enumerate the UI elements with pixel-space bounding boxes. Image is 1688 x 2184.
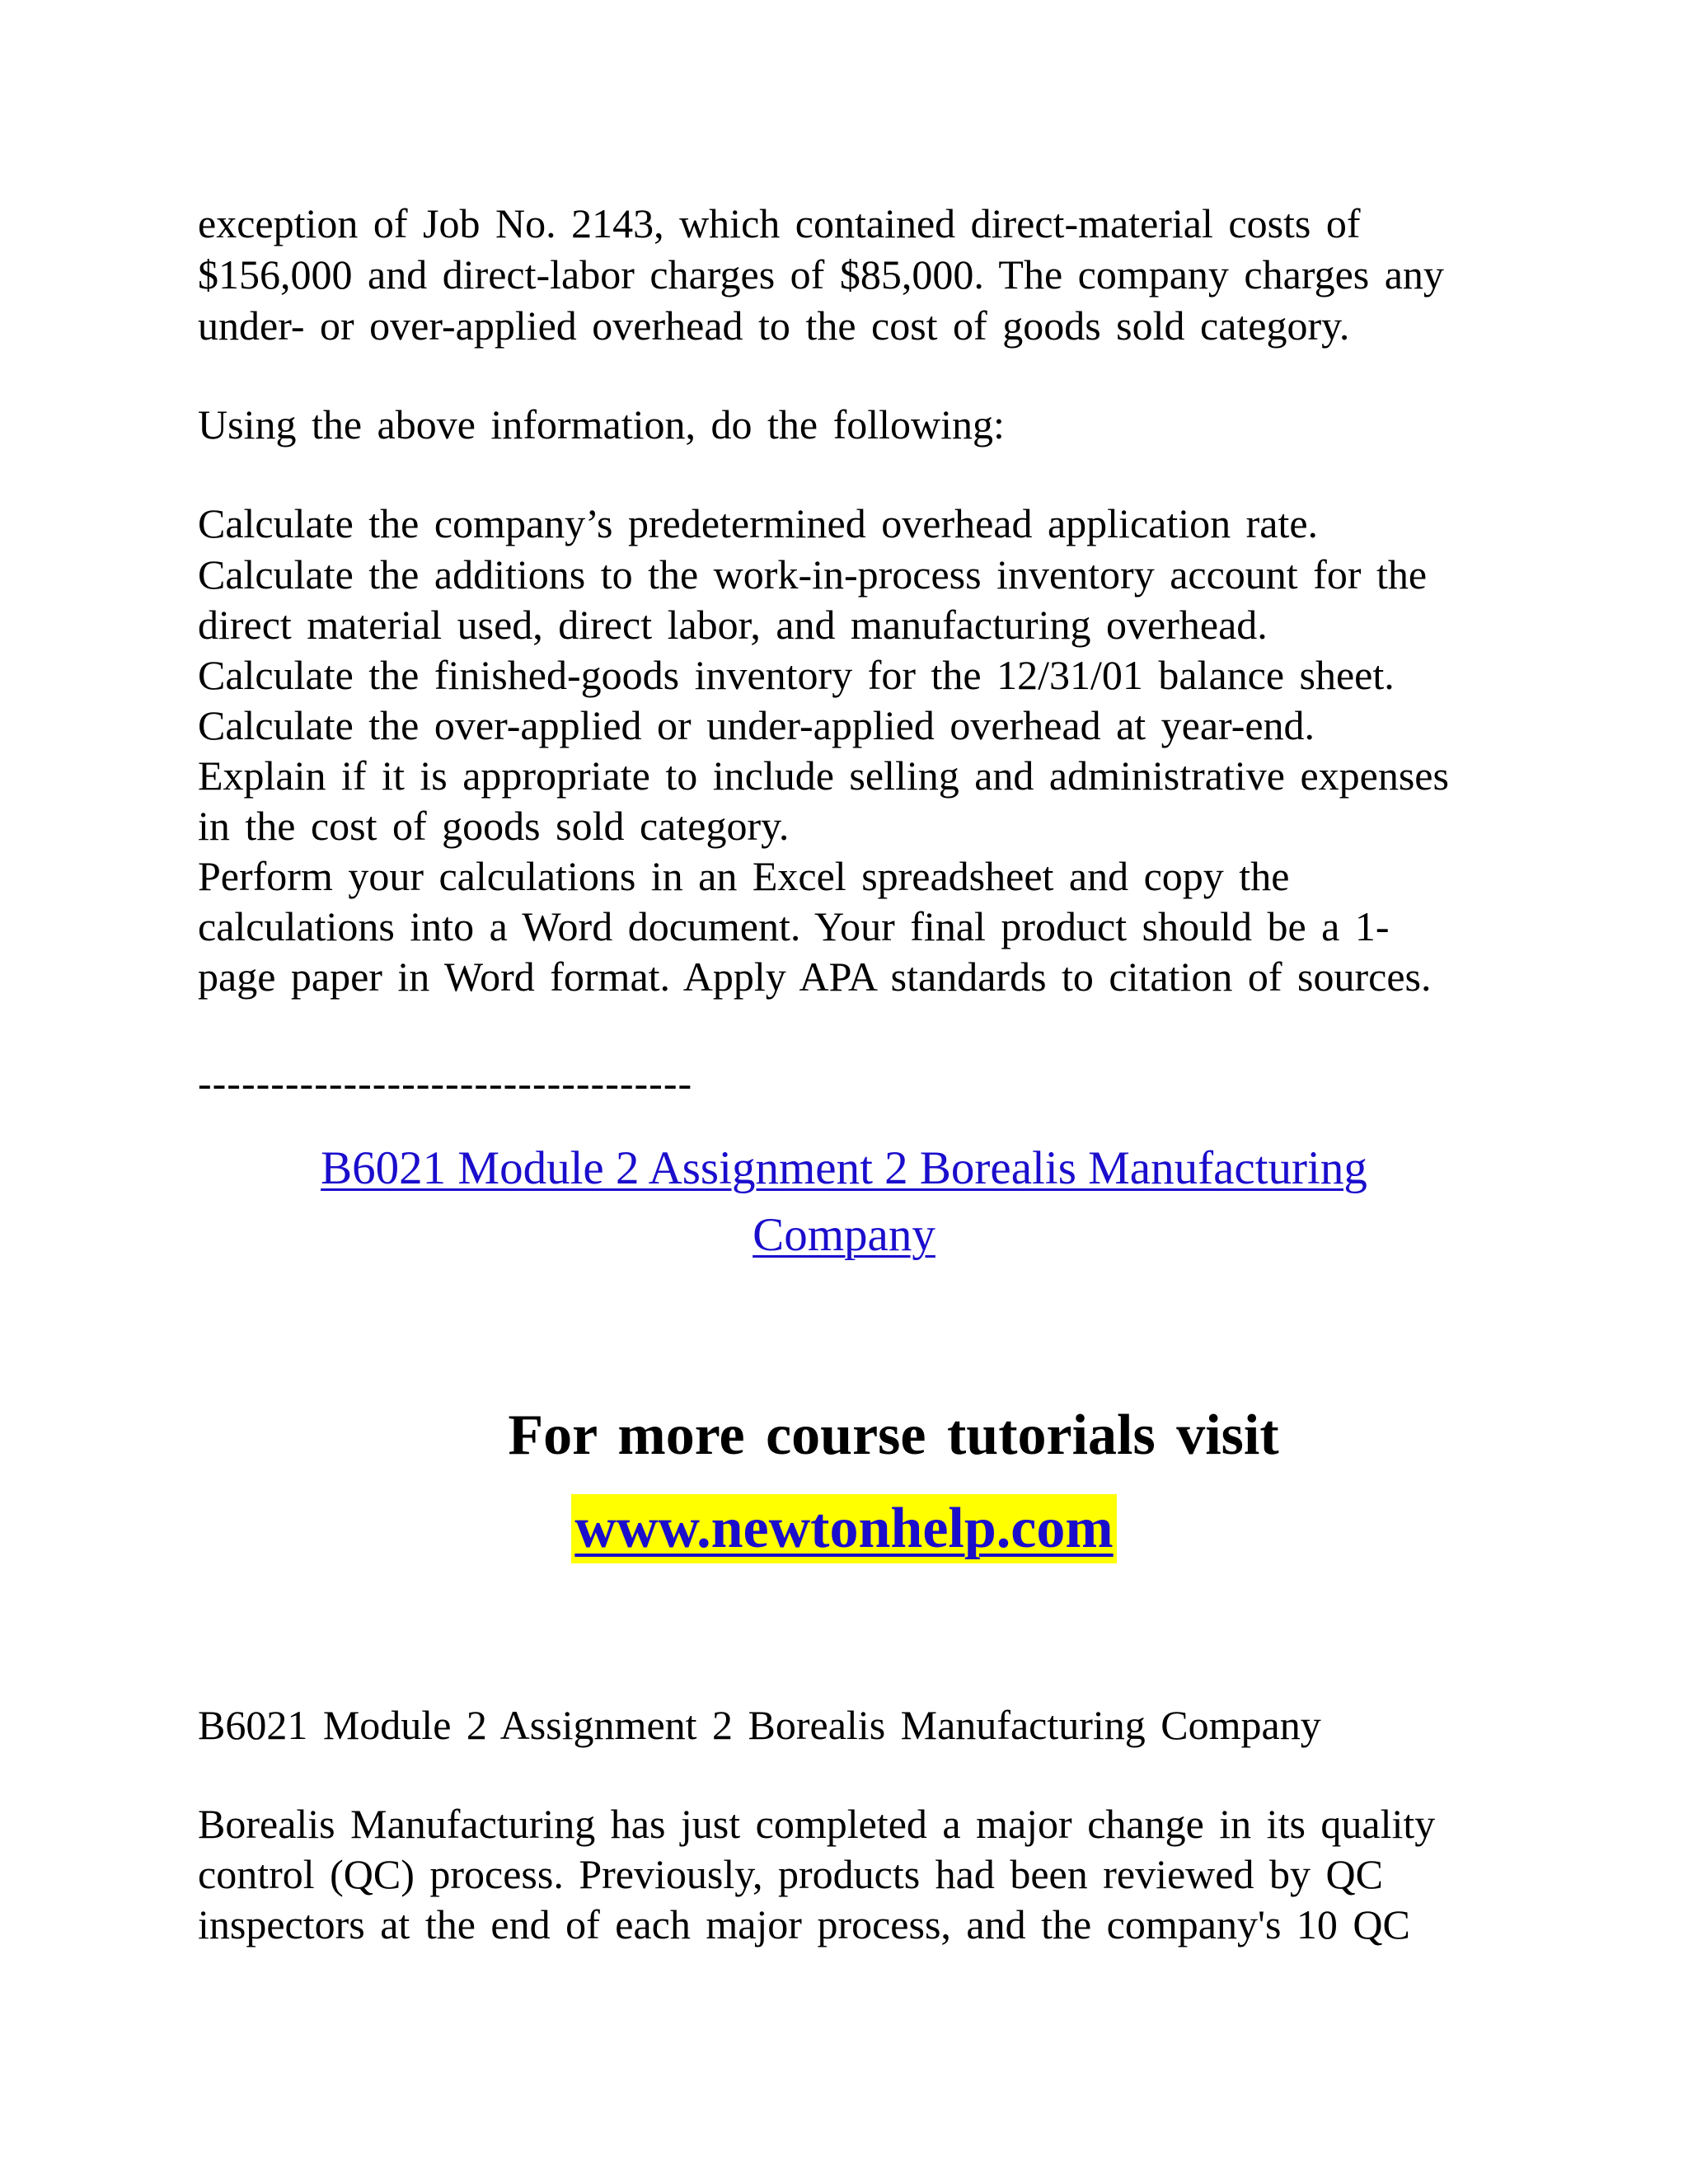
second-title: B6021 Module 2 Assignment 2 Borealis Manufacturing Company — [198, 1702, 1321, 1748]
task-line-3: direct material used, direct labor, and manufacturing overhead. — [198, 602, 1268, 648]
task-line-2: Calculate the additions to the work-in-process inventory account for the — [198, 551, 1428, 598]
borealis-line-2: control (QC) process. Previously, products had been reviewed by QC — [198, 1851, 1383, 1897]
instruction-lead: Using the above information, do the following: — [198, 401, 1005, 448]
promo-website-link[interactable]: www.newtonhelp.com — [571, 1494, 1116, 1563]
title-link-text-2[interactable]: Company — [753, 1209, 935, 1261]
intro-line-3: under- or over-applied overhead to the cost of goods sold category. — [198, 302, 1350, 349]
borealis-line-1: Borealis Manufacturing has just completed a major change in its quality — [198, 1801, 1436, 1847]
task-line-1: Calculate the company’s predetermined overhead application rate. — [198, 500, 1319, 546]
task-line-7: in the cost of goods sold category. — [198, 803, 790, 849]
task-line-8: Perform your calculations in an Excel spreadsheet and copy the — [198, 853, 1290, 899]
task-line-5: Calculate the over-applied or under-applied overhead at year-end. — [198, 702, 1315, 748]
title-link-text-1[interactable]: B6021 Module 2 Assignment 2 Borealis Manufacturing — [321, 1142, 1367, 1194]
task-line-9: calculations into a Word document. Your final product should be a 1- — [198, 903, 1390, 949]
title-link-line-1[interactable] — [0, 1140, 1688, 1197]
separator: ---------------------------------- — [198, 1060, 693, 1106]
intro-line-1: exception of Job No. 2143, which contained direct-material costs of — [198, 200, 1361, 246]
borealis-line-3: inspectors at the end of each major process, and the company's 10 QC — [198, 1901, 1410, 1947]
promo-heading: For more course tutorials visit — [508, 1404, 1279, 1467]
intro-line-2: $156,000 and direct-labor charges of $85,000. The company charges any — [198, 251, 1444, 298]
task-line-10: page paper in Word format. Apply APA standards to citation of sources. — [198, 954, 1432, 1000]
promo-website-wrap — [0, 1494, 1688, 1563]
task-line-6: Explain if it is appropriate to include selling and administrative expenses — [198, 752, 1449, 799]
task-line-4: Calculate the finished-goods inventory for the 12/31/01 balance sheet. — [198, 652, 1395, 698]
title-link-line-2[interactable] — [0, 1207, 1688, 1264]
